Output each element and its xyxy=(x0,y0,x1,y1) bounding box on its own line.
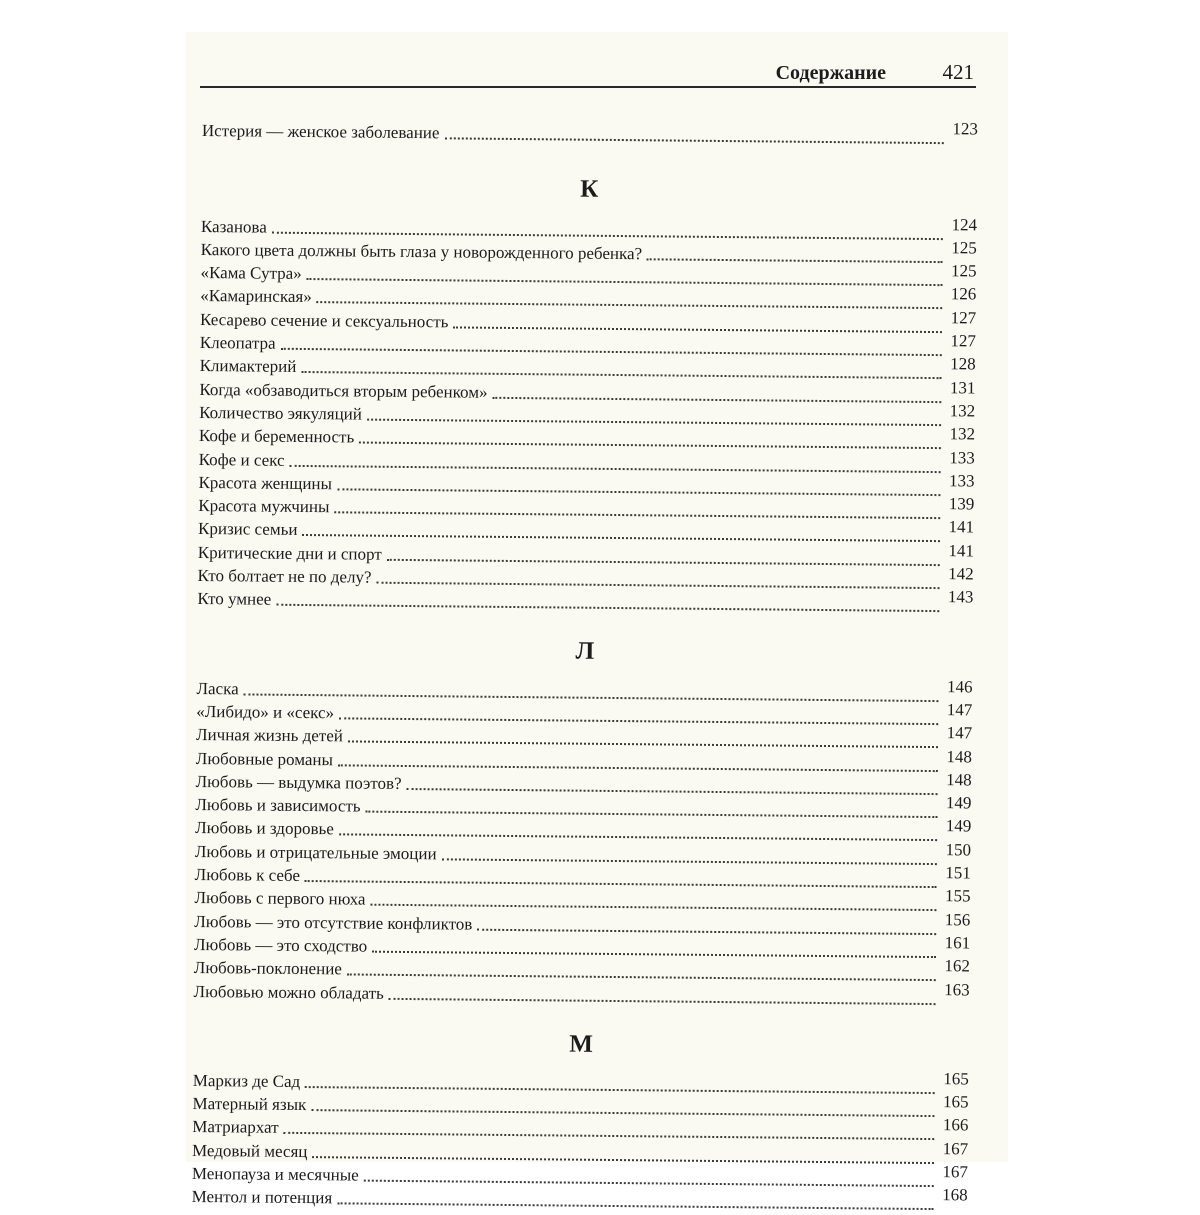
toc-entry-title: Любовь-поклонение xyxy=(193,958,342,979)
dot-leader xyxy=(492,396,941,402)
toc-entry-title: Менопауза и месячные xyxy=(191,1163,359,1185)
dot-leader xyxy=(647,258,943,263)
toc-entry-title: Любовь и зависимость xyxy=(195,795,361,816)
toc-entry-title: «Либидо» и «секс» xyxy=(196,701,335,723)
toc-entry-title: Кесарево сечение и сексуальность xyxy=(199,309,449,332)
toc-entry-title: Любовь и отрицательные эмоции xyxy=(194,841,437,864)
dot-leader xyxy=(453,326,942,333)
toc-entry-title: Любовь — это сходство xyxy=(193,934,368,956)
toc-entry-page-number: 148 xyxy=(946,770,972,790)
book-page xyxy=(186,32,1008,1208)
toc-section-l xyxy=(194,631,974,1009)
toc-entry-title: Любовные романы xyxy=(195,748,334,769)
toc-entry-page-number: 167 xyxy=(942,1162,969,1182)
toc-section-m xyxy=(192,1023,970,1214)
toc-entry-page-number: 124 xyxy=(951,214,978,235)
toc-entry-page-number: 150 xyxy=(945,839,972,860)
toc-entry-page-number: 141 xyxy=(948,540,974,561)
toc-entry-page-number: 147 xyxy=(946,700,973,720)
toc-entry-page-number: 139 xyxy=(948,494,975,514)
page-number: 421 xyxy=(942,60,974,84)
table-of-contents xyxy=(192,118,978,1215)
toc-entry-page-number: 165 xyxy=(942,1092,969,1112)
toc-entry-title: Медовый месяц xyxy=(192,1140,308,1161)
toc-entry-title: Кризис семьи xyxy=(197,519,298,540)
toc-entry-title: Кто болтает не по делу? xyxy=(197,566,372,587)
toc-entry-title: «Кама Сутра» xyxy=(200,263,302,284)
toc-entry-title: Любовь — выдумка поэтов? xyxy=(195,771,402,793)
toc-entry-page-number: 125 xyxy=(950,261,977,281)
toc-section-k xyxy=(197,169,977,616)
toc-entry-title: Красота женщины xyxy=(198,472,333,494)
toc-entry-title: Какого цвета должны быть глаза у новорожденного ребенка? xyxy=(200,239,643,264)
toc-entry-title: Любовь — это отсутствие конфликтов xyxy=(194,911,473,934)
toc-entry-page-number: 151 xyxy=(945,863,971,883)
toc-entry-title: Любовью можно обладать xyxy=(193,981,384,1003)
toc-entry-page-number: 141 xyxy=(948,517,975,537)
toc-entry-page-number: 146 xyxy=(946,676,973,697)
toc-entry-title: Кофе и беременность xyxy=(198,426,355,447)
toc-entry-title: Любовь и здоровье xyxy=(195,818,334,839)
toc-entry-page-number: 163 xyxy=(944,979,970,999)
toc-entry-title: Красота мужчины xyxy=(198,496,330,517)
toc-entry-title: Любовь к себе xyxy=(194,864,301,885)
toc-entry-page-number: 143 xyxy=(947,587,974,607)
section-letter-m: М xyxy=(569,1030,594,1058)
toc-entry-title: Количество эякуляций xyxy=(199,402,363,424)
toc-entry-page-number: 133 xyxy=(948,471,975,491)
toc-entry-title: Маркиз де Сад xyxy=(192,1070,301,1091)
running-title: Содержание xyxy=(775,62,886,84)
toc-entry-page-number: 123 xyxy=(952,119,979,139)
toc-entry-page-number: 162 xyxy=(944,956,970,976)
toc-entry-title: Личная жизнь детей xyxy=(195,725,343,746)
toc-entry-title: Любовь с первого нюха xyxy=(194,888,366,909)
toc-entry-title: Истерия — женское заболевание xyxy=(201,121,440,143)
toc-entry-page-number: 125 xyxy=(951,238,977,258)
toc-entry-page-number: 142 xyxy=(948,564,974,584)
toc-entry-page-number: 132 xyxy=(949,424,976,444)
toc-entry-title: «Камаринская» xyxy=(200,286,312,307)
toc-entry-page-number: 127 xyxy=(950,307,977,328)
toc-entry-title: Кто умнее xyxy=(197,589,272,610)
toc-entry-title: Когда «обзаводиться вторым ребенком» xyxy=(199,379,488,402)
toc-entry-page-number: 131 xyxy=(949,377,976,398)
toc-entry-page-number: 148 xyxy=(946,746,972,766)
toc-entry-page-number: 149 xyxy=(945,793,972,813)
toc-entry-page-number: 132 xyxy=(949,401,976,421)
toc-entry-page-number: 149 xyxy=(945,816,972,836)
toc-entry-title: Казанова xyxy=(200,216,267,237)
running-header xyxy=(200,46,976,88)
dot-leader xyxy=(337,1203,933,1211)
toc-entry-page-number: 168 xyxy=(942,1185,968,1205)
toc-entry-page-number: 156 xyxy=(944,909,971,930)
toc-entry-page-number: 128 xyxy=(950,354,976,374)
toc-entry-title: Матриархат xyxy=(192,1117,279,1138)
toc-entry-page-number: 167 xyxy=(942,1138,969,1159)
toc-entry-title: Кофе и секс xyxy=(198,449,285,470)
toc-entry-page-number: 126 xyxy=(950,284,977,304)
toc-entry-page-number: 133 xyxy=(949,447,975,467)
toc-entry-page-number: 127 xyxy=(950,331,976,351)
toc-entry-title: Ласка xyxy=(196,678,239,699)
toc-entry-page-number: 161 xyxy=(944,933,971,953)
toc-entry-title: Клеопатра xyxy=(199,333,276,353)
toc-entry-title: Ментол и потенция xyxy=(191,1187,333,1208)
toc-entry-title: Критические дни и спорт xyxy=(197,542,382,564)
section-letter-l: Л xyxy=(575,637,595,666)
toc-entry-page-number: 155 xyxy=(944,886,971,906)
toc-entry-title: Климактерий xyxy=(199,356,297,377)
toc-entry-page-number: 147 xyxy=(946,723,973,743)
section-letter-k: К xyxy=(580,175,599,204)
toc-entry-page-number: 165 xyxy=(943,1068,969,1089)
dot-leader xyxy=(477,928,936,934)
toc-entry-title: Матерный язык xyxy=(192,1094,307,1115)
toc-entry-page-number: 166 xyxy=(942,1115,969,1135)
